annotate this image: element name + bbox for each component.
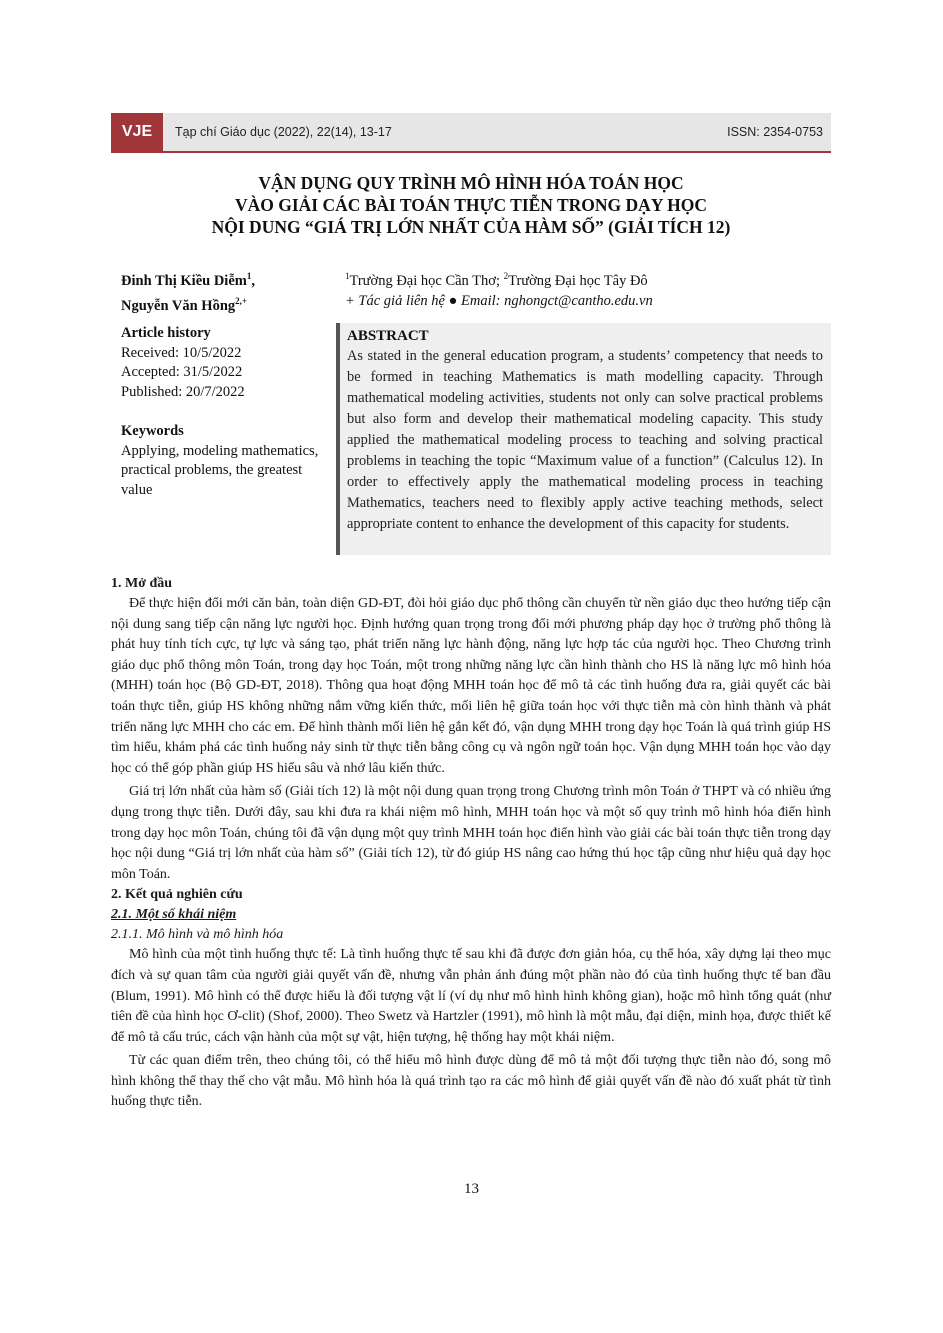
- corresponding-contact: + Tác giả liên hệ ● Email: nghongct@cantho.edu.vn: [345, 292, 653, 309]
- affil-mark: 2: [503, 271, 509, 281]
- header-rule: [111, 151, 831, 153]
- journal-issn: ISSN: 2354-0753: [727, 125, 823, 139]
- paper-body: [111, 574, 831, 1113]
- received-date: Received: 10/5/2022: [121, 344, 242, 361]
- subsection-heading: 2.1. Một số khái niệm: [111, 907, 237, 923]
- published-date: Published: 20/7/2022: [121, 383, 245, 400]
- journal-citation: Tạp chí Giáo dục (2022), 22(14), 13-17: [175, 125, 392, 139]
- author-name: Đinh Thị Kiều Diễm: [121, 272, 247, 289]
- section-heading: 1. Mở đầu: [111, 576, 173, 591]
- subsubsection-heading: 2.1.1. Mô hình và mô hình hóa: [111, 927, 284, 943]
- author-list: [121, 266, 255, 316]
- keywords-text: Applying, modeling mathematics, practical problems, the greatest value: [121, 442, 319, 498]
- journal-header: [111, 113, 831, 151]
- title-line: VÀO GIẢI CÁC BÀI TOÁN THỰC TIỄN TRONG DẠY HỌC: [234, 195, 708, 215]
- author-affil-mark: 2,+: [235, 295, 248, 306]
- author-1: [121, 266, 255, 291]
- abstract-box: [336, 323, 831, 555]
- author-affil-mark: 1: [246, 271, 252, 281]
- paragraph: Để thực hiện đổi mới căn bản, toàn diện GD-ĐT, đòi hỏi giáo dục phổ thông cần chuyển từ nền giáo dục theo hướng tiếp cận nội dung sang tiếp cận năng lực người học. Định hướng quan trọng trong đổi mới phương pháp dạy học ở trường phổ thông là phát huy tính tích cực, tự lực và sáng tạo, phát triển năng lực hành động, năng lực hợp tác của người học. Theo Chương trình giáo dục phổ thông môn Toán, trong dạy học Toán, một trong những năng lực cần hình thành cho HS là năng lực mô hình hóa (MHH) toán học (Bộ GD-ĐT, 2018). Thông qua hoạt động MHH toán học để mô tả các tình huống đưa ra, giải quyết các bài toán thực tiễn, giúp HS không những nắm vững kiến thức, mối liên hệ giữa toán học với thực tiễn mà còn hình thành và phát triển năng lực MHH cho các em. Để hình thành mối liên hệ gắn kết đó, vận dụng MHH trong dạy học Toán là quá trình giúp HS tìm hiểu, khám phá các tình huống nảy sinh từ thực tiễn bằng công cụ và ngôn ngữ toán học. Vận dụng MHH toán học vào dạy học có thể góp phần giúp HS hiểu sâu và nhớ lâu kiến thức.: [111, 596, 831, 776]
- article-history-heading: Article history: [121, 325, 211, 341]
- affiliation-2: Trường Đại học Tây Đô: [508, 272, 648, 289]
- affil-mark: 1: [345, 271, 350, 281]
- author-separator: ,: [251, 272, 255, 289]
- abstract-text: As stated in the general education program, a students’ competency that needs to be formed in teaching Mathematics is math modelling capacity. Through mathematical modeling activities, students not only can solve practical problems but also form and develop their mathematical modeling capacity. This study applied the mathematical modeling process to teaching and solving practical problems in teaching the topic “Maximum value of a function” (Calculus 12). In order to effectively apply the mathematical modeling process in teaching Mathematics, teachers need to flexibly apply active teaching methods, select appropriate content to enhance the development of this capacity for students.: [347, 348, 823, 532]
- page-number: 13: [464, 1181, 479, 1197]
- article-sidebar: [121, 324, 321, 500]
- affiliation-1: Trường Đại học Cần Thơ;: [349, 272, 504, 289]
- paragraph: Từ các quan điểm trên, theo chúng tôi, có thể hiểu mô hình được dùng để mô tả một đối tượng thực tiễn nào đó, song mô hình không thể thay thế cho vật mẫu. Mô hình hóa là quá trình tạo ra các mô hình để giải quyết vấn đề nào đó xuất phát từ tình huống thực tiễn.: [111, 1053, 831, 1110]
- title-line: NỘI DUNG “GIÁ TRỊ LỚN NHẤT CỦA HÀM SỐ” (GIẢI TÍCH 12): [211, 217, 731, 237]
- title-line: VẬN DỤNG QUY TRÌNH MÔ HÌNH HÓA TOÁN HỌC: [258, 173, 684, 193]
- paper-title: [111, 172, 831, 238]
- abstract-heading: ABSTRACT: [347, 328, 429, 344]
- paragraph: Giá trị lớn nhất của hàm số (Giải tích 12) là một nội dung quan trọng trong Chương trình môn Toán ở THPT và có nhiều ứng dụng trong thực tiễn. Dưới đây, sau khi đưa ra khái niệm mô hình, MHH toán học và một số quy trình mô hình hóa điển hình trong dạy học môn Toán, chúng tôi đã vận dụng một quy trình MHH toán học điển hình vào giải các bài toán thực tiễn trong dạy học nội dung “Giá trị lớn nhất của hàm số” (Giải tích 12), từ đó giúp HS nâng cao hứng thú học tập cũng như hiệu quả dạy học môn Toán.: [111, 784, 831, 882]
- author-name: Nguyễn Văn Hồng: [121, 297, 236, 314]
- affiliations: [345, 266, 653, 311]
- journal-logo: VJE: [111, 113, 163, 151]
- section-heading: 2. Kết quả nghiên cứu: [111, 887, 243, 903]
- affiliation-line: [345, 266, 653, 291]
- keywords-heading: Keywords: [121, 423, 184, 439]
- accepted-date: Accepted: 31/5/2022: [121, 364, 243, 380]
- author-2: [121, 291, 255, 316]
- paragraph: Mô hình của một tình huống thực tế: Là tình huống thực tế sau khi đã được đơn giản hóa, cụ thể hóa, xây dựng lại theo mục đích và sự quan tâm của người giải quyết vấn đề, nhưng vẫn phản ánh đúng một phần nào đó của tình huống thực tế ban đầu (Blum, 1991). Mô hình có thể được hiểu là đối tượng vật lí (ví dụ như mô hình hình không gian), hoặc mô hình tổng quát (như tiên đề của hình học Ơ-clit) (Shof, 2000). Theo Swetz và Hartzler (1991), mô hình là một mẫu, đại diện, minh họa, được thiết kế để mô tả cấu trúc, cách vận hành của một sự vật, hiện tượng, hệ thống hay một khái niệm.: [111, 947, 831, 1045]
